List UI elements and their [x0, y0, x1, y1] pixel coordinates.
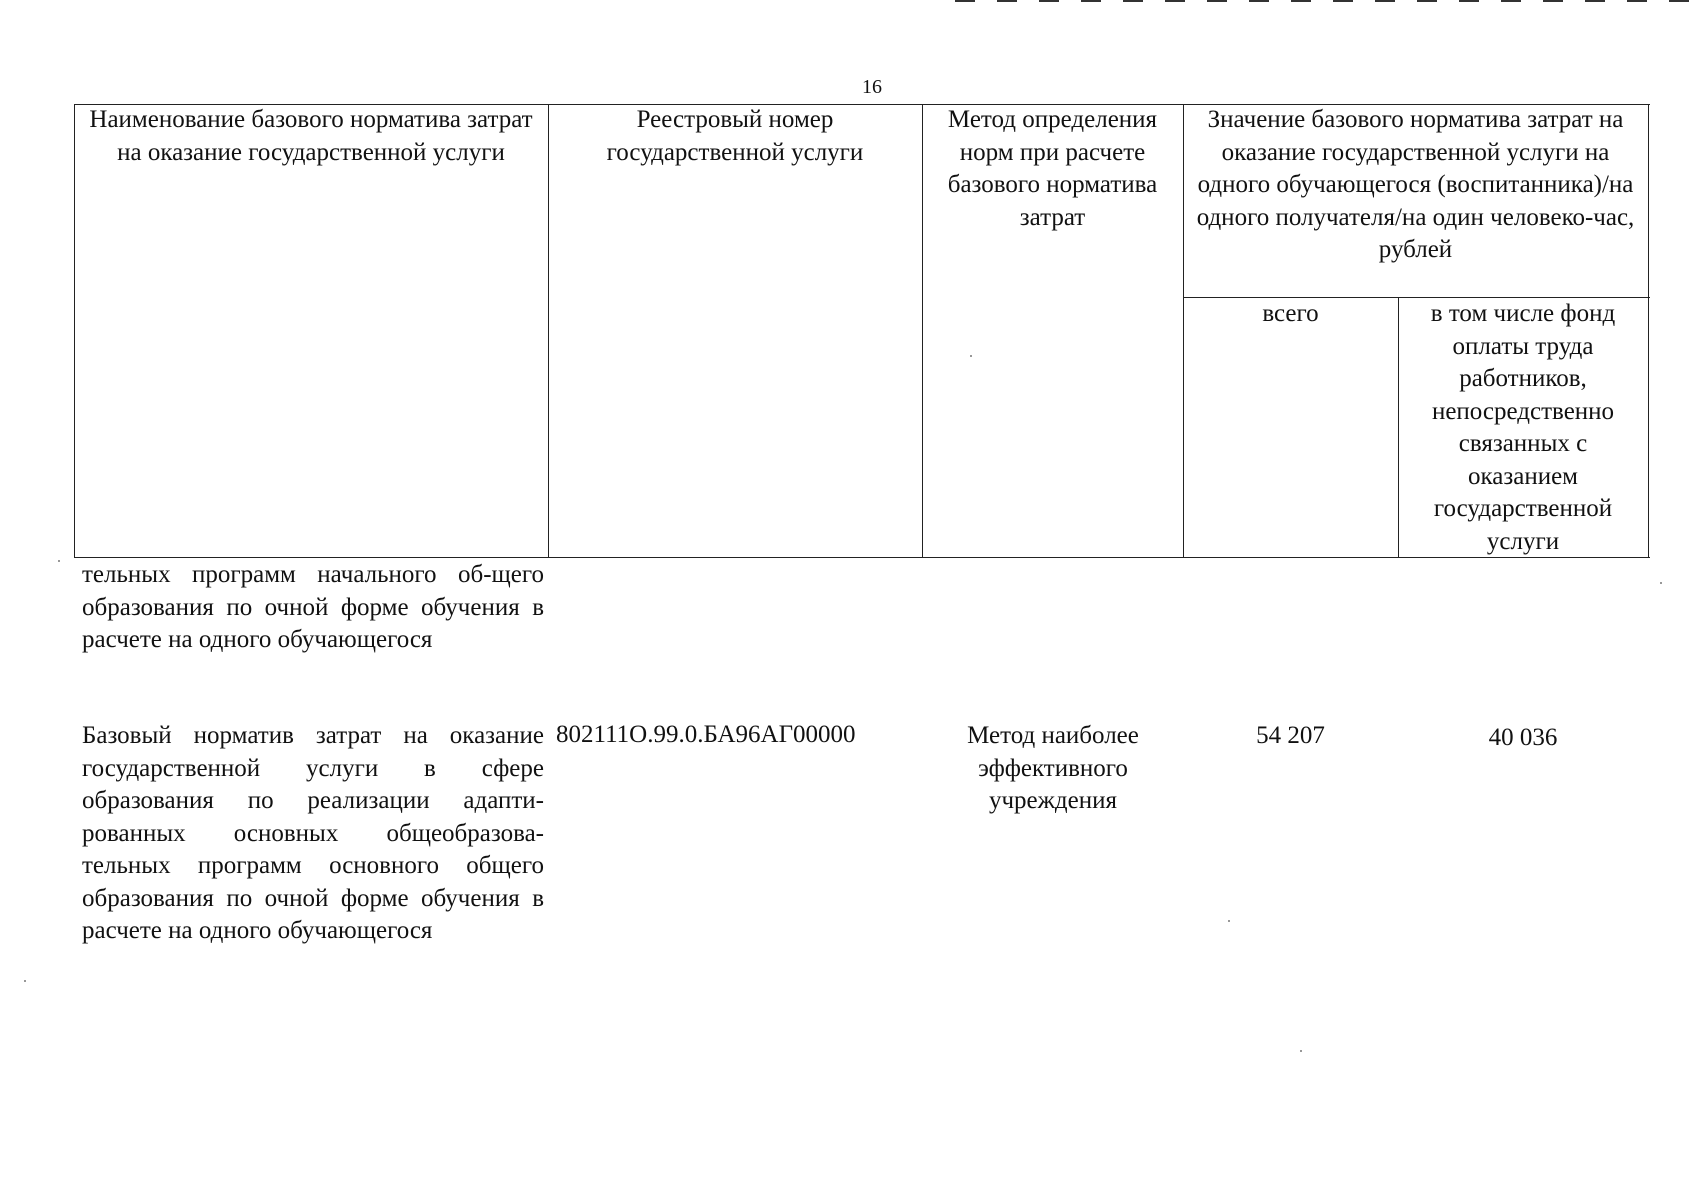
- scan-speck: [58, 560, 60, 562]
- scan-speck: [1228, 920, 1230, 922]
- header-registry-number: Реестровый номер государственной услуги: [606, 106, 864, 166]
- row-service-name: Базовый норматив затрат на оказание государственной услуги в сфере образования по реализации адапти-рованных основных общеобразова-тельных программ основного общего образования по очной форме обучения в расчете на одного обучающегося: [82, 722, 544, 944]
- column-divider: [1398, 297, 1399, 557]
- scan-speck: [24, 980, 26, 982]
- top-dashed-line: [955, 0, 1698, 2]
- header-wage-fund: в том числе фонд оплаты труда работников, непосредственно связанных с оказанием государственной услуги: [1430, 300, 1616, 555]
- column-divider: [548, 104, 549, 557]
- row-total-value: 54 207: [1256, 722, 1325, 749]
- scan-speck: [970, 355, 972, 357]
- table-left-border: [74, 104, 75, 557]
- row-service-name: тельных программ начального об-щего образования по очной форме обучения в расчете на одного обучающегося: [82, 561, 544, 653]
- table-right-border: [1648, 104, 1649, 557]
- header-total: всего: [1262, 300, 1319, 327]
- column-divider: [1183, 104, 1184, 557]
- header-cost-value: Значение базового норматива затрат на оказание государственной услуги на одного обучающегося (воспитанника)/на одного получателя/на один человеко-час, рублей: [1196, 106, 1635, 263]
- page-number: 16: [862, 76, 882, 98]
- row-method: Метод наиболее эффективного учреждения: [967, 722, 1139, 814]
- scan-speck: [1300, 1050, 1302, 1052]
- header-method: Метод определения норм при расчете базового норматива затрат: [947, 106, 1158, 231]
- row-registry-number: 802111О.99.0.БА96АГ00000: [556, 721, 856, 748]
- header-service-name: Наименование базового норматива затрат на оказание государственной услуги: [89, 106, 533, 166]
- column-divider: [922, 104, 923, 557]
- row-wage-fund-value: 40 036: [1488, 724, 1558, 751]
- scan-speck: [1660, 582, 1662, 584]
